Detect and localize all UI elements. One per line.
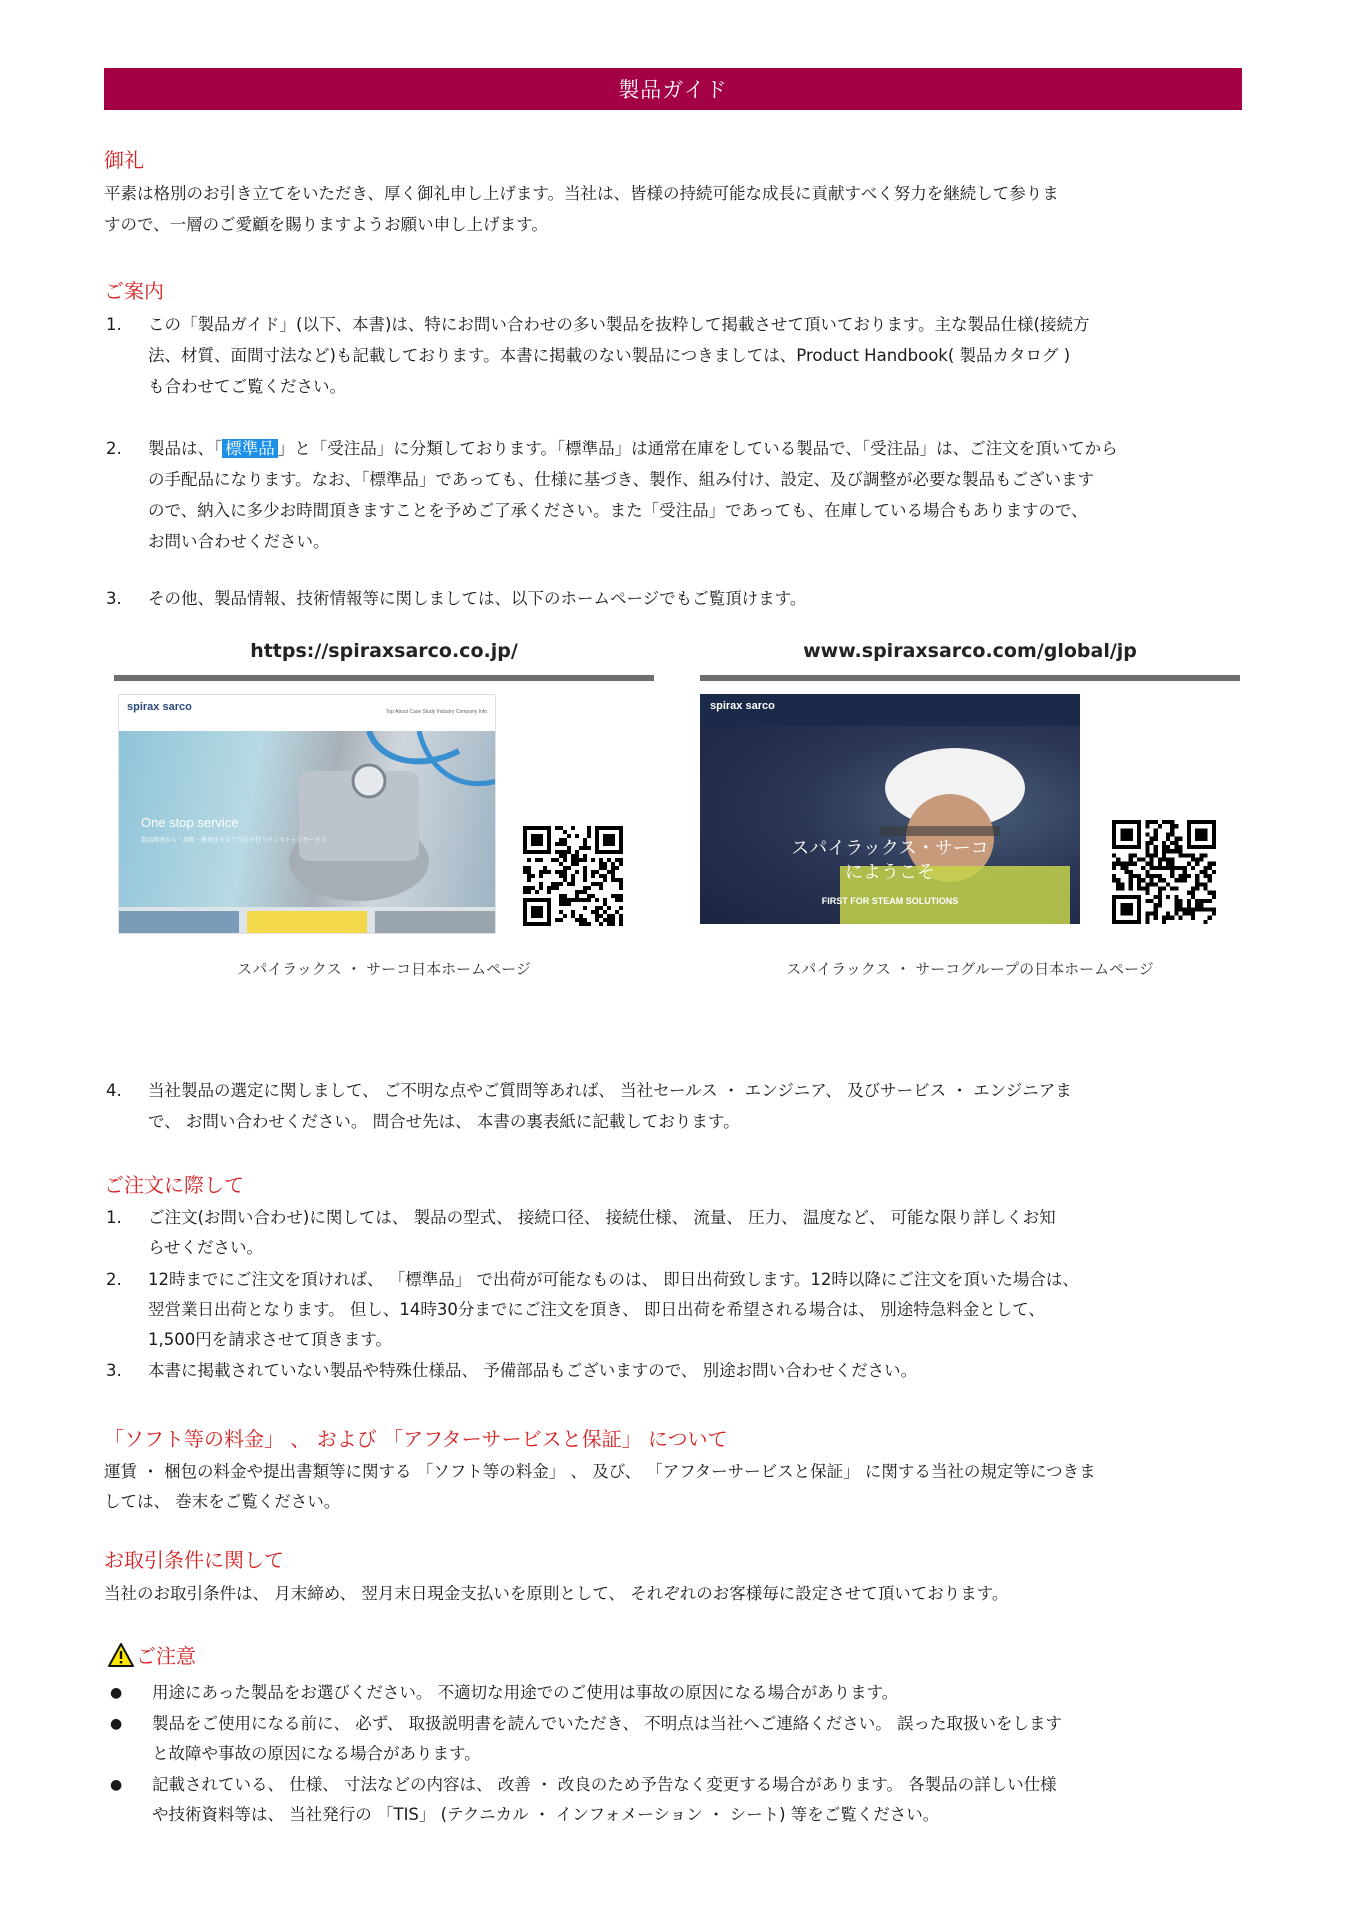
text-line: 用途にあった製品をお選びください。 不適切な用途でのご使用は事故の原因になる場合があります。	[152, 1683, 899, 1702]
item-number: 1.	[106, 1208, 122, 1227]
page-title: 製品ガイド	[618, 78, 728, 102]
text-segment: 製品は、「	[148, 439, 223, 458]
ordering-heading: ご注文に際して	[104, 1173, 244, 1197]
text-line: その他、製品情報、技術情報等に関しましては、以下のホームページでもご覧頂けます。	[148, 589, 807, 608]
page-title-banner	[104, 68, 1242, 110]
text-line: 当社製品の選定に関しまして、 ご不明な点やご質問等あれば、 当社セールス ・ エンジニア、 及びサービス ・ エンジニアま	[148, 1081, 1072, 1100]
website-screenshot-global	[700, 694, 1080, 924]
hero-subtitle: 製品開発から・診断・修理まで全て当社で行うワンストップサービス	[141, 837, 327, 844]
fees-heading: 「ソフト等の料金」 、 および 「アフターサービスと保証」 について	[104, 1427, 728, 1451]
text-line: すので、一層のご愛顧を賜りますようお願い申し上げます。	[104, 215, 548, 234]
text-line: 記載されている、 仕様、 寸法などの内容は、 改善 ・ 改良のため予告なく変更する場合があります。 各製品の詳しい仕様	[152, 1775, 1057, 1794]
text-line	[148, 433, 1242, 464]
guide-item-1	[104, 309, 1242, 402]
divider	[700, 675, 1240, 681]
item-number: 2.	[106, 439, 122, 458]
text-line: この「製品ガイド」(以下、本書)は、特にお問い合わせの多い製品を抜粋して掲載させて頂いております。主な製品仕様(接続方	[148, 315, 1090, 334]
hero-tagline: FIRST FOR STEAM SOLUTIONS	[821, 896, 959, 906]
caution-bullet-2	[104, 1709, 1242, 1769]
divider	[114, 675, 654, 681]
ordering-item-1	[104, 1203, 1242, 1263]
bullet-icon: ●	[110, 1777, 123, 1793]
text-line: も合わせてご覧ください。	[148, 377, 346, 396]
bullet-icon: ●	[110, 1716, 123, 1732]
site-thumbnails	[119, 907, 495, 934]
guide-item-3	[104, 583, 1242, 614]
text-segment: 」と「受注品」に分類しております。「標準品」は通常在庫をしている製品で、「受注品」は、ご注文を頂いてから	[277, 439, 1118, 458]
text-line: しては、 巻末をご覧ください。	[104, 1492, 341, 1511]
guide-item-4	[104, 1075, 1242, 1137]
text-line: で、 お問い合わせください。 問合せ先は、 本書の裏表紙に記載しております。	[148, 1112, 740, 1131]
spirax-sarco-logo: spirax sarco	[710, 700, 775, 712]
text-line: 本書に掲載されていない製品や特殊仕様品、 予備部品もございますので、 別途お問い合わせください。	[148, 1361, 918, 1380]
website-caption-japan: スパイラックス ・ サーコ日本ホームページ	[237, 960, 531, 978]
site-hero	[119, 731, 495, 907]
ordering-item-3	[104, 1356, 1242, 1386]
hero-title: One stop service	[141, 815, 239, 830]
fees-text	[104, 1457, 1242, 1517]
spirax-sarco-logo: spirax sarco	[127, 701, 192, 713]
website-url-japan[interactable]: https://spiraxsarco.co.jp/	[250, 640, 518, 662]
item-number: 2.	[106, 1270, 122, 1289]
highlighted-term: 標準品	[222, 439, 278, 458]
text-line: や技術資料等は、 当社発行の 「TIS」 (テクニカル ・ インフォメーション ・ シート) 等をご覧ください。	[152, 1805, 940, 1824]
caution-bullet-3	[104, 1770, 1242, 1830]
text-line: ので、納入に多少お時間頂きますことを予めご了承ください。また「受注品」であっても、在庫している場合もありますので、	[148, 501, 1088, 520]
text-line: ご注文(お問い合わせ)に関しては、 製品の型式、 接続口径、 接続仕様、 流量、 圧力、 温度など、 可能な限り詳しくお知	[148, 1208, 1056, 1227]
website-screenshot-japan	[118, 694, 496, 934]
site-hero	[700, 726, 1080, 924]
site-nav: Top About Case Study Industry Company Info	[385, 709, 487, 715]
warning-icon	[108, 1643, 134, 1667]
site-header	[700, 694, 1080, 726]
worker-photo	[700, 726, 1080, 924]
text-line: の手配品になります。なお、「標準品」であっても、仕様に基づき、製作、組み付け、設定、及び調整が必要な製品もございます	[148, 470, 1094, 489]
text-line: 製品をご使用になる前に、 必ず、 取扱説明書を読んでいただき、 不明点は当社へご連絡ください。 誤った取扱いをします	[152, 1714, 1062, 1733]
guide-heading: ご案内	[104, 279, 164, 303]
text-line: 平素は格別のお引き立てをいただき、厚く御礼申し上げます。当社は、皆様の持続可能な成長に貢献すべく努力を継続して参りま	[104, 184, 1059, 203]
text-line: らせください。	[148, 1238, 264, 1257]
text-line: 翌営業日出荷となります。 但し、14時30分までにご注文を頂き、 即日出荷を希望される場合は、 別途特急料金として、	[148, 1300, 1045, 1319]
qr-code-japan	[523, 826, 623, 926]
item-number: 4.	[106, 1081, 122, 1100]
caution-bullet-1	[104, 1678, 1242, 1708]
website-url-global[interactable]: www.spiraxsarco.com/global/jp	[803, 640, 1137, 662]
item-number: 3.	[106, 589, 122, 608]
terms-heading: お取引条件に関して	[104, 1548, 284, 1572]
gratitude-text	[104, 178, 1242, 240]
text-line: 12時までにご注文を頂ければ、 「標準品」 で出荷が可能なものは、 即日出荷致します。12時以降にご注文を頂いた場合は、	[148, 1270, 1079, 1289]
text-line: 法、材質、面間寸法など)も記載しております。本書に掲載のない製品につきましては、Product Handbook( 製品カタログ )	[148, 346, 1071, 365]
website-caption-global: スパイラックス ・ サーコグループの日本ホームページ	[786, 960, 1154, 978]
terms-text: 当社のお取引条件は、 月末締め、 翌月末日現金支払いを原則として、 それぞれのお客様毎に設定させて頂いております。	[104, 1584, 1009, 1603]
guide-item-2	[104, 433, 1242, 557]
gratitude-heading: 御礼	[104, 148, 144, 172]
hero-title-line1: スパイラックス・サーコ	[791, 838, 989, 859]
item-number: 3.	[106, 1361, 122, 1380]
text-line: と故障や事故の原因になる場合があります。	[152, 1744, 481, 1763]
ordering-item-2	[104, 1265, 1242, 1355]
text-line: 1,500円を請求させて頂きます。	[148, 1330, 392, 1349]
caution-heading: ご注意	[136, 1644, 196, 1668]
site-header	[119, 695, 495, 731]
text-line: お問い合わせください。	[148, 532, 330, 551]
text-line: 運賃 ・ 梱包の料金や提出書類等に関する 「ソフト等の料金」 、 及び、 「アフターサービスと保証」 に関する当社の規定等につきま	[104, 1462, 1096, 1481]
bullet-icon: ●	[110, 1685, 123, 1701]
qr-code-global	[1112, 820, 1216, 924]
hero-title-line2: にようこそ	[845, 862, 935, 883]
item-number: 1.	[106, 315, 122, 334]
caution-heading-row	[108, 1642, 196, 1670]
